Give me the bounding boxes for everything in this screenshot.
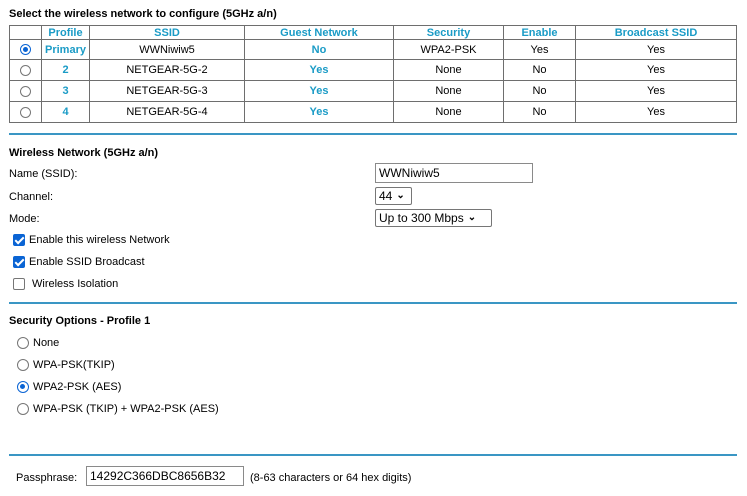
enable-network-row: [13, 234, 170, 246]
security-section-title: Security Options - Profile 1: [9, 315, 151, 327]
wireless-isolation-label: Wireless Isolation: [32, 278, 119, 290]
ssid-cell: NETGEAR-5G-4: [90, 102, 245, 123]
profile-radio-cell: [10, 102, 42, 123]
profile-column-header: Profile: [42, 26, 90, 40]
table-row: [10, 102, 737, 123]
profile-radio-primary[interactable]: [20, 44, 31, 55]
enable-cell: No: [504, 81, 576, 102]
profile-link-2[interactable]: 2: [42, 60, 90, 81]
broadcast-cell: Yes: [576, 40, 737, 60]
broadcast-cell: Yes: [576, 60, 737, 81]
security-option-row: [17, 337, 59, 349]
section-divider: [9, 302, 737, 304]
select-column-header: [10, 26, 42, 40]
mode-label: Mode:: [9, 213, 40, 225]
ssid-column-header: SSID: [90, 26, 245, 40]
enable-cell: No: [504, 102, 576, 123]
table-row: [10, 81, 737, 102]
wireless-isolation-row: [13, 278, 118, 290]
enable-network-label: Enable this wireless Network: [29, 234, 170, 246]
security-wpa-tkip-radio[interactable]: [17, 359, 29, 371]
profile-radio-4[interactable]: [20, 107, 31, 118]
profile-radio-cell: [10, 40, 42, 60]
section-divider: [9, 133, 737, 135]
ssid-name-label: Name (SSID):: [9, 168, 78, 180]
profile-radio-3[interactable]: [20, 86, 31, 97]
passphrase-label: Passphrase:: [16, 472, 78, 484]
security-option-label: None: [33, 337, 60, 349]
guest-network-link[interactable]: Yes: [245, 81, 394, 102]
ssid-cell: WWNiwiw5: [90, 40, 245, 60]
profile-link-3[interactable]: 3: [42, 81, 90, 102]
enable-network-checkbox[interactable]: [13, 234, 25, 246]
security-cell: WPA2-PSK: [394, 40, 504, 60]
broadcast-cell: Yes: [576, 102, 737, 123]
wireless-isolation-checkbox[interactable]: [13, 278, 25, 290]
ssid-cell: NETGEAR-5G-2: [90, 60, 245, 81]
guest-network-link[interactable]: No: [245, 40, 394, 60]
guest-network-column-header: Guest Network: [245, 26, 394, 40]
enable-cell: No: [504, 60, 576, 81]
ssid-broadcast-row: [13, 256, 145, 268]
ssid-name-input[interactable]: WWNiwiw5: [375, 163, 533, 183]
guest-network-link[interactable]: Yes: [245, 102, 394, 123]
ssid-cell: NETGEAR-5G-3: [90, 81, 245, 102]
chevron-down-icon: ⌄: [467, 212, 477, 223]
table-row: [10, 60, 737, 81]
profile-radio-cell: [10, 81, 42, 102]
profiles-table: [9, 25, 737, 123]
mode-select[interactable]: [375, 209, 492, 227]
security-wpa-wpa2-mixed-radio[interactable]: [17, 403, 29, 415]
mode-selected-value: Up to 300 Mbps: [379, 210, 464, 225]
profiles-section-title: Select the wireless network to configure (5GHz a/n): [9, 8, 277, 20]
ssid-broadcast-checkbox[interactable]: [13, 256, 25, 268]
security-wpa2-aes-radio[interactable]: [17, 381, 29, 393]
chevron-down-icon: ⌄: [396, 190, 405, 201]
security-option-row: [17, 359, 115, 371]
broadcast-cell: Yes: [576, 81, 737, 102]
table-row: [10, 40, 737, 60]
security-column-header: Security: [394, 26, 504, 40]
security-cell: None: [394, 60, 504, 81]
guest-network-link[interactable]: Yes: [245, 60, 394, 81]
profile-radio-cell: [10, 60, 42, 81]
security-option-row: [17, 403, 219, 415]
passphrase-hint: (8-63 characters or 64 hex digits): [250, 472, 412, 484]
profile-radio-2[interactable]: [20, 65, 31, 76]
security-option-row: [17, 381, 121, 393]
security-cell: None: [394, 102, 504, 123]
security-option-label: WPA-PSK (TKIP) + WPA2-PSK (AES): [33, 403, 219, 415]
security-cell: None: [394, 81, 504, 102]
channel-selected-value: 44: [379, 188, 393, 203]
profile-link-primary[interactable]: Primary: [42, 40, 90, 60]
enable-cell: Yes: [504, 40, 576, 60]
channel-select[interactable]: [375, 187, 412, 205]
section-divider: [9, 454, 737, 456]
security-option-label: WPA2-PSK (AES): [33, 381, 122, 393]
broadcast-ssid-column-header: Broadcast SSID: [576, 26, 737, 40]
channel-label: Channel:: [9, 191, 54, 203]
security-option-label: WPA-PSK(TKIP): [33, 359, 115, 371]
enable-column-header: Enable: [504, 26, 576, 40]
profile-link-4[interactable]: 4: [42, 102, 90, 123]
table-header-row: [10, 26, 737, 40]
ssid-broadcast-label: Enable SSID Broadcast: [29, 256, 145, 268]
passphrase-input[interactable]: 14292C366DBC8656B32: [86, 466, 244, 486]
security-none-radio[interactable]: [17, 337, 29, 349]
wireless-section-title: Wireless Network (5GHz a/n): [9, 147, 159, 159]
